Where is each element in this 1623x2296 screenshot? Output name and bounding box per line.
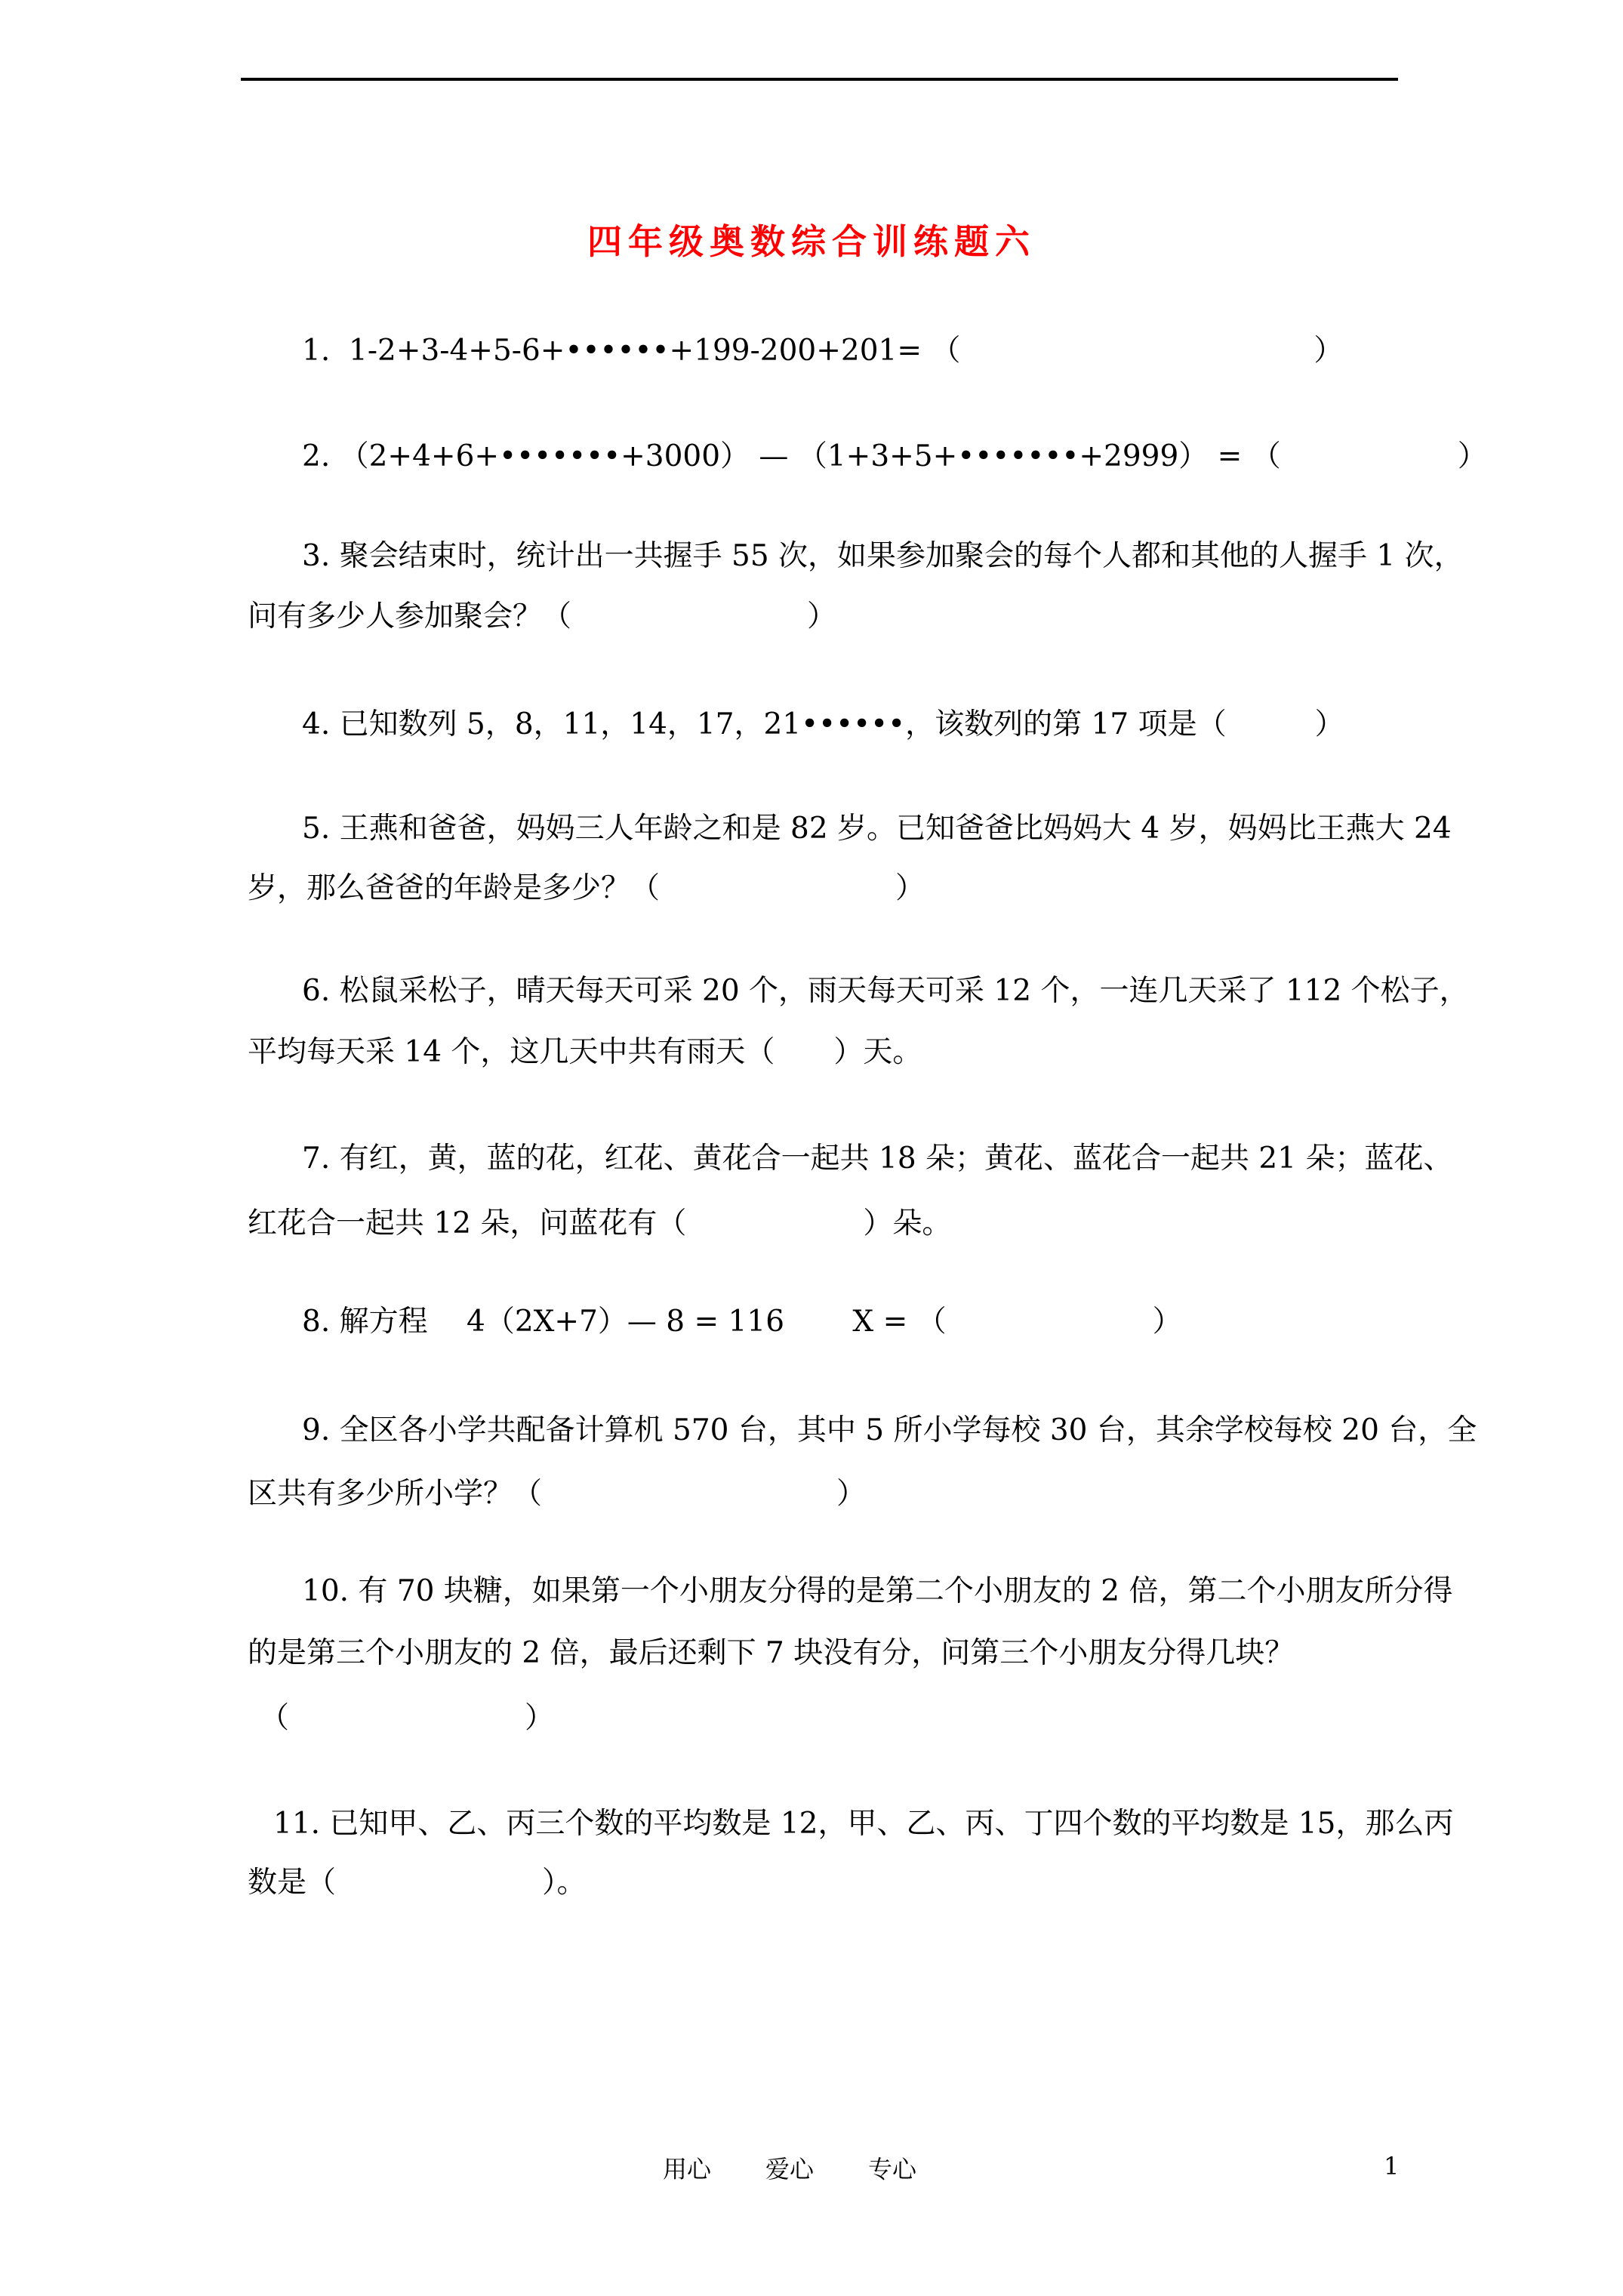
header-rule (241, 78, 1398, 81)
question-4-line-1: 4. 已知数列 5，8，11，14，17，21••••••，该数列的第 17 项是（ ） (302, 707, 1344, 741)
question-11-line-2: 数是（ ）。 (248, 1866, 587, 1900)
page-title: 四年级奥数综合训练题六 (587, 221, 1036, 262)
footer-motto-word-3: 专心 (868, 2155, 917, 2184)
question-9-line-2: 区共有多少所小学？（ ） (248, 1477, 867, 1511)
question-2-line-1: 2. （2+4+6+•••••••+3000） — （1+3+5+•••••••+2999） = （ ） (302, 439, 1487, 473)
page-number: 1 (1384, 2152, 1400, 2180)
question-7-line-1: 7. 有红，黄，蓝的花，红花、黄花合一起共 18 朵；黄花、蓝花合一起共 21 朵；蓝花、 (302, 1142, 1453, 1176)
question-10-line-1: 10. 有 70 块糖，如果第一个小朋友分得的是第二个小朋友的 2 倍，第二个小朋友所分得 (302, 1574, 1453, 1608)
question-3-line-1: 3. 聚会结束时，统计出一共握手 55 次，如果参加聚会的每个人都和其他的人握手 1 次， (302, 539, 1464, 573)
footer-motto-word-1: 用心 (663, 2155, 712, 2184)
question-5-line-1: 5. 王燕和爸爸，妈妈三人年龄之和是 82 岁。已知爸爸比妈妈大 4 岁，妈妈比王燕大 24 (302, 812, 1452, 846)
question-10-line-2: 的是第三个小朋友的 2 倍，最后还剩下 7 块没有分，问第三个小朋友分得几块？ (248, 1636, 1295, 1670)
question-6-line-2: 平均每天采 14 个，这几天中共有雨天（ ）天。 (248, 1035, 922, 1069)
question-6-line-1: 6. 松鼠采松子，晴天每天可采 20 个，雨天每天可采 12 个，一连几天采了 112 个松子， (302, 974, 1469, 1008)
question-9-line-1: 9. 全区各小学共配备计算机 570 台，其中 5 所小学每校 30 台，其余学校每校 20 台，全 (302, 1413, 1477, 1447)
question-3-line-2: 问有多少人参加聚会？（ ） (248, 599, 837, 633)
footer-motto-word-2: 爱心 (765, 2155, 815, 2184)
question-7-line-2: 红花合一起共 12 朵，问蓝花有（ ）朵。 (248, 1207, 952, 1240)
question-11-line-1: 11. 已知甲、乙、丙三个数的平均数是 12，甲、乙、丙、丁四个数的平均数是 15，那么丙 (273, 1807, 1454, 1841)
question-10-line-3: （ ） (260, 1701, 555, 1735)
question-8-line-1: 8. 解方程 4（2X+7）— 8 = 116 X = （ ） (302, 1305, 1182, 1339)
question-5-line-2: 岁，那么爸爸的年龄是多少？（ ） (248, 871, 925, 905)
footer-motto (663, 2150, 916, 2185)
question-1-line-1: 1. 1-2+3-4+5-6+••••••+199-200+201= （ ） (302, 334, 1344, 368)
